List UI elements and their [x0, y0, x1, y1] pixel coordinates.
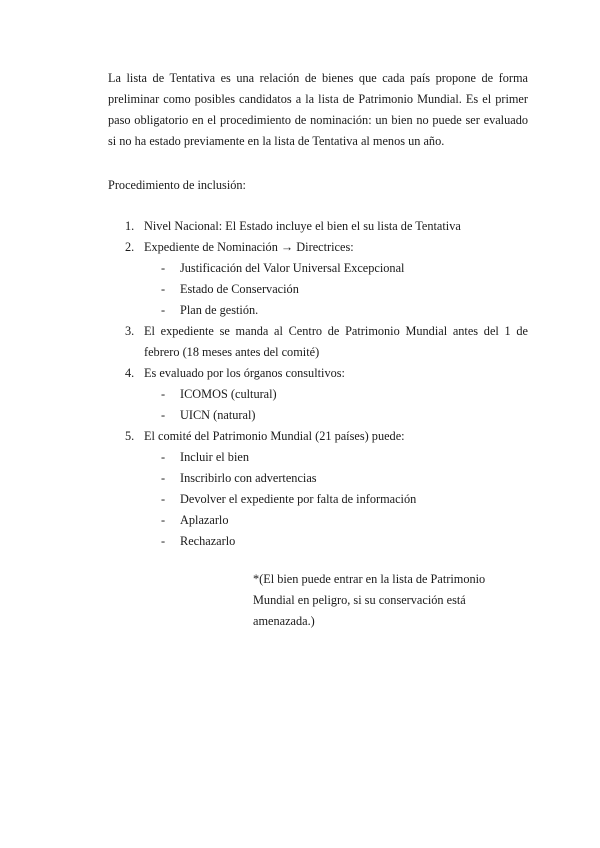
step-item — [108, 216, 528, 237]
sub-list — [144, 384, 528, 426]
step-text: Nivel Nacional: El Estado incluye el bien el su lista de Tentativa — [144, 219, 461, 233]
sub-item — [144, 489, 528, 510]
step-text: Es evaluado por los órganos consultivos: — [144, 366, 345, 380]
sub-item — [144, 279, 528, 300]
step-text: El expediente se manda al Centro de Patrimonio Mundial antes del 1 de febrero (18 meses antes del comité) — [144, 324, 528, 359]
sub-item-text: ICOMOS (cultural) — [180, 387, 277, 401]
sub-item-text: Devolver el expediente por falta de información — [180, 492, 417, 506]
sub-item-text: Incluir el bien — [180, 450, 249, 464]
sub-item-text: Justificación del Valor Universal Excepcional — [180, 261, 405, 275]
step-text: El comité del Patrimonio Mundial (21 países) puede: — [144, 429, 405, 443]
step-number: 5. — [125, 429, 135, 443]
step-number: 4. — [125, 366, 135, 380]
dash-bullet: - — [161, 513, 166, 527]
step-number: 2. — [125, 240, 135, 254]
sub-item-text: Plan de gestión. — [180, 303, 259, 317]
sub-item — [144, 468, 528, 489]
dash-bullet: - — [161, 282, 166, 296]
dash-bullet: - — [161, 387, 166, 401]
dash-bullet: - — [161, 303, 166, 317]
sub-item — [144, 510, 528, 531]
sub-item-text: Aplazarlo — [180, 513, 229, 527]
sub-list — [144, 447, 528, 552]
sub-item — [144, 447, 528, 468]
step-item — [108, 363, 528, 426]
sub-item — [144, 384, 528, 405]
endangered-note: *(El bien puede entrar en la lista de Patrimonio Mundial en peligro, si su conservación está amenazada.) — [253, 572, 486, 628]
sub-item-text: Inscribirlo con advertencias — [180, 471, 317, 485]
sub-item — [144, 300, 528, 321]
sub-item — [144, 258, 528, 279]
step-number: 1. — [125, 219, 135, 233]
step-number: 3. — [125, 324, 135, 338]
sub-item — [144, 405, 528, 426]
sub-item-text: Rechazarlo — [180, 534, 236, 548]
step-text: Expediente de Nominación → Directrices: — [144, 240, 354, 254]
sub-item-text: UICN (natural) — [180, 408, 256, 422]
procedure-heading: Procedimiento de inclusión: — [108, 178, 246, 192]
dash-bullet: - — [161, 534, 166, 548]
step-item — [108, 426, 528, 552]
dash-bullet: - — [161, 471, 166, 485]
sub-item — [144, 531, 528, 552]
procedure-steps-list — [108, 216, 528, 552]
dash-bullet: - — [161, 408, 166, 422]
dash-bullet: - — [161, 261, 166, 275]
step-item — [108, 237, 528, 321]
step-item — [108, 321, 528, 363]
sub-item-text: Estado de Conservación — [180, 282, 299, 296]
sub-list — [144, 258, 528, 321]
dash-bullet: - — [161, 492, 166, 506]
intro-paragraph: La lista de Tentativa es una relación de bienes que cada país propone de forma preliminar como posibles candidatos a la lista de Patrimonio Mundial. Es el primer paso obligatorio en el procedimiento de nominación: un bien no puede ser evaluado si no ha estado previamente en la lista de Tentativa al menos un año. — [108, 71, 528, 148]
dash-bullet: - — [161, 450, 166, 464]
